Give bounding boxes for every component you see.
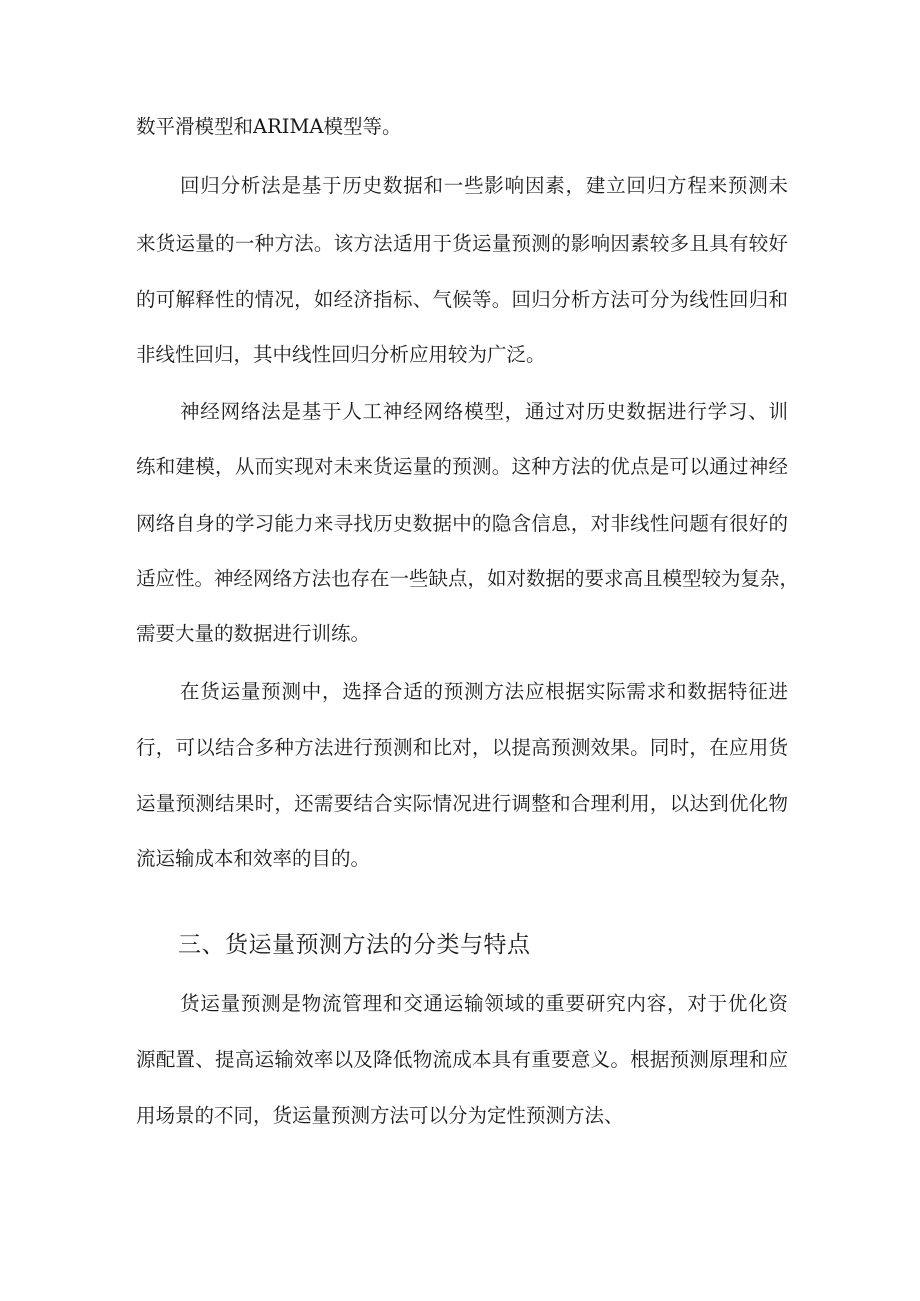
paragraph-line: 适应性。神经网络方法也存在一些缺点，如对数据的要求高且模型较为复杂， — [136, 567, 800, 590]
paragraph-line: 的可解释性的情况，如经济指标、气候等。回归分析方法可分为线性回归和 — [136, 288, 788, 311]
paragraph-line: 非线性回归，其中线性回归分析应用较为广泛。 — [136, 343, 546, 366]
paragraph-line: 流运输成本和效率的目的。 — [136, 847, 371, 870]
paragraph-line: 回归分析法是基于历史数据和一些影响因素，建立回归方程来预测未 — [180, 174, 788, 197]
paragraph-line: 运量预测结果时，还需要结合实际情况进行调整和合理利用，以达到优化物 — [136, 792, 788, 815]
paragraph-line: 用场景的不同，货运量预测方法可以分为定性预测方法、 — [136, 1104, 624, 1127]
paragraph-line: 需要大量的数据进行训练。 — [136, 622, 371, 645]
paragraph-line: 来货运量的一种方法。该方法适用于货运量预测的影响因素较多且具有较好 — [136, 232, 788, 255]
paragraph-line: 神经网络法是基于人工神经网络模型，通过对历史数据进行学习、训 — [180, 400, 788, 423]
paragraph-line: 网络自身的学习能力来寻找历史数据中的隐含信息，对非线性问题有很好的 — [136, 512, 788, 535]
paragraph-line: 练和建模，从而实现对未来货运量的预测。这种方法的优点是可以通过神经 — [136, 455, 788, 478]
paragraph-line: 在货运量预测中，选择合适的预测方法应根据实际需求和数据特征进 — [180, 680, 788, 703]
paragraph-line: 数平滑模型和ARIMA模型等。 — [136, 115, 402, 138]
section-heading: 三、货运量预测方法的分类与特点 — [178, 932, 531, 958]
paragraph-line: 行，可以结合多种方法进行预测和比对，以提高预测效果。同时，在应用货 — [136, 736, 788, 759]
paragraph-line: 源配置、提高运输效率以及降低物流成本具有重要意义。根据预测原理和应 — [136, 1048, 788, 1071]
paragraph-line: 货运量预测是物流管理和交通运输领域的重要研究内容，对于优化资 — [180, 992, 788, 1015]
